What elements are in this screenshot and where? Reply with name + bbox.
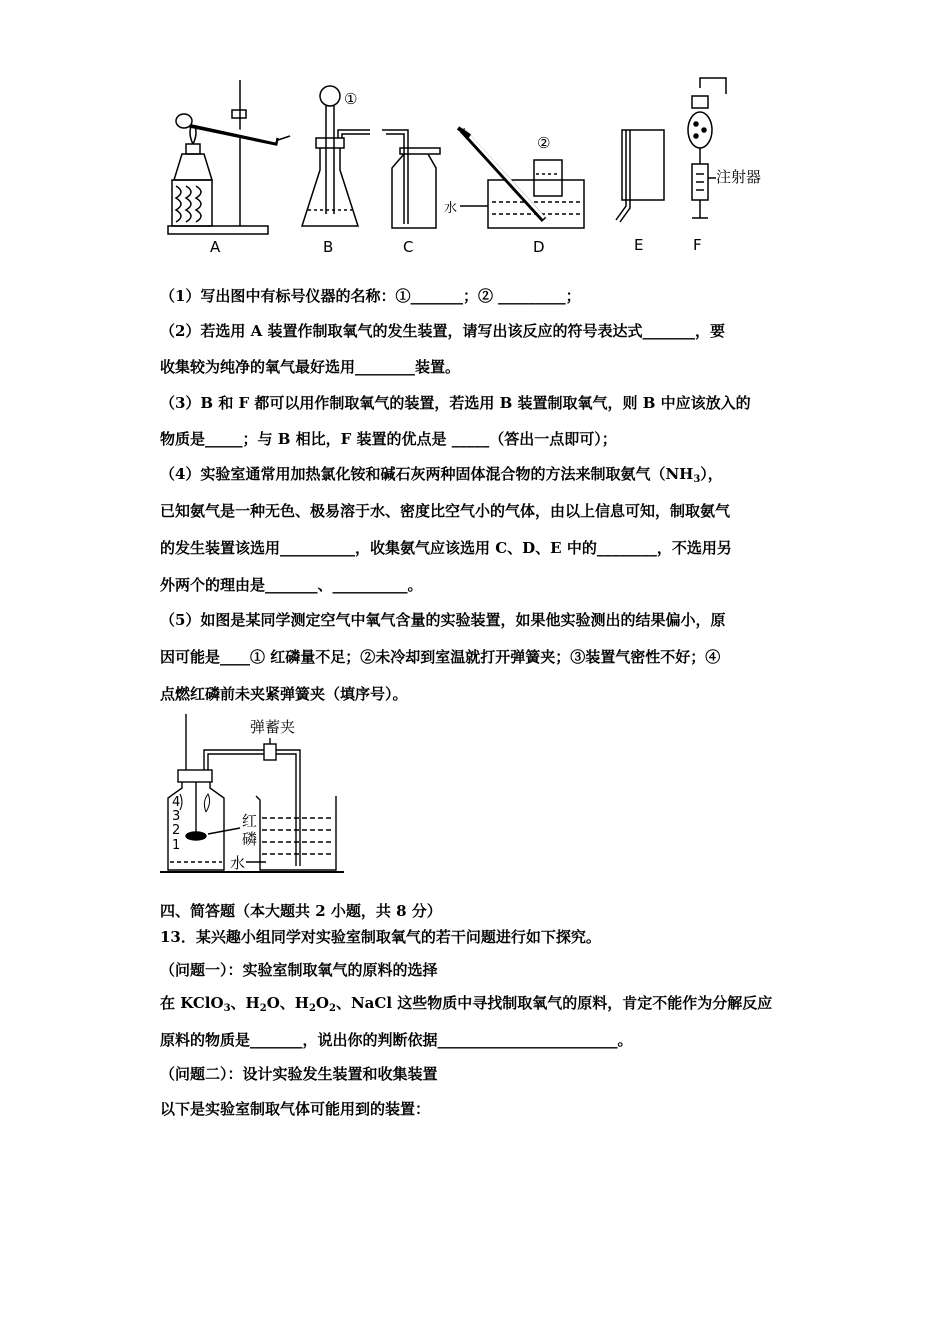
apparatus-figure — [160, 74, 780, 264]
water-label-2: 水 — [230, 854, 246, 872]
scale-4: 4 — [172, 795, 181, 810]
issue-1-heading: （问题一）：实验室制取氧气的原料的选择 — [160, 961, 438, 979]
question-3-line-2: 物质是_____；与 B 相比，F 装置的优点是 _____（答出一点即可）； — [160, 430, 617, 448]
p1-c: O、H — [266, 994, 309, 1012]
p1-e: 、NaCl 这些物质中寻找制取氧气的原料，肯定不能作为分解反应 — [335, 994, 773, 1012]
p1-d-sub: 2 — [328, 1003, 336, 1014]
question-4-line-3: 的发生装置该选用__________，收集氨气应该选用 C、D、E 中的________，不选用另 — [160, 539, 732, 557]
p1-a-sub: 3 — [223, 1003, 231, 1014]
question-4-line-2: 已知氨气是一种无色、极易溶于水、密度比空气小的气体，由以上信息可知，制取氨气 — [160, 502, 731, 520]
phosphorus-label: 磷 — [242, 830, 258, 848]
section-4-heading: 四、简答题（本大题共 2 小题，共 8 分） — [160, 902, 442, 920]
water-label-d: 水 — [444, 201, 458, 216]
question-4-line-1 — [160, 464, 800, 484]
issue-2-paragraph: 以下是实验室制取气体可能用到的装置： — [160, 1100, 431, 1118]
marker-1: ① — [344, 90, 358, 108]
q4-text-post: ）， — [700, 465, 723, 483]
question-4-line-4: 外两个的理由是_______、__________。 — [160, 576, 423, 594]
apparatus-b — [302, 86, 370, 226]
marker-2: ② — [537, 134, 551, 152]
apparatus-label-a: A — [210, 238, 221, 256]
p1-b: 、H — [230, 994, 260, 1012]
question-1: （1）写出图中有标号仪器的名称：①_______；② _________； — [160, 287, 581, 305]
apparatus-d — [458, 128, 584, 228]
question-5-line-1: （5）如图是某同学测定空气中氧气含量的实验装置，如果他实验测出的结果偏小，原 — [160, 611, 726, 629]
apparatus-label-f: F — [693, 236, 702, 254]
question-2-line-2: 收集较为纯净的氧气最好选用________装置。 — [160, 358, 461, 376]
p1-b-sub: 2 — [259, 1003, 267, 1014]
scale-2: 2 — [172, 823, 181, 838]
p1-a: 在 KClO — [160, 994, 224, 1012]
apparatus-c — [382, 130, 440, 228]
oxygen-content-figure — [160, 712, 360, 877]
issue-1-paragraph-line-1 — [160, 993, 800, 1013]
apparatus-label-c: C — [403, 238, 414, 256]
oxygen-content-svg — [160, 712, 360, 877]
question-3-line-1: （3）B 和 F 都可以用作制取氧气的装置，若选用 B 装置制取氧气，则 B 中应该放入的 — [160, 394, 751, 412]
clip-label: 弹蓄夹 — [250, 718, 296, 736]
p1-c-sub: 2 — [308, 1003, 316, 1014]
apparatus-label-e: E — [634, 236, 644, 254]
apparatus-label-b: B — [323, 238, 334, 256]
question-13: 13．某兴趣小组同学对实验室制取氧气的若干问题进行如下探究。 — [160, 928, 601, 946]
apparatus-a — [168, 80, 290, 234]
apparatus-svg — [160, 74, 780, 264]
q4-sub-3: 3 — [693, 474, 701, 485]
question-2-line-1: （2）若选用 A 装置作制取氧气的发生装置，请写出该反应的符号表达式_______，要 — [160, 322, 726, 340]
p1-d: O — [315, 994, 329, 1012]
issue-2-heading: （问题二）：设计实验发生装置和收集装置 — [160, 1065, 438, 1083]
q4-text-pre: （4）实验室通常用加热氯化铵和碱石灰两种固体混合物的方法来制取氨气（NH — [160, 465, 694, 483]
apparatus-label-d: D — [533, 238, 545, 256]
question-5-line-3: 点燃红磷前未夹紧弹簧夹（填序号）。 — [160, 685, 408, 703]
scale-1: 1 — [172, 838, 181, 853]
scale-3: 3 — [172, 809, 181, 824]
apparatus-f — [688, 78, 726, 218]
apparatus-e — [616, 130, 664, 222]
red-label: 红 — [242, 812, 258, 830]
syringe-label: 注射器 — [716, 168, 762, 186]
question-5-line-2: 因可能是____① 红磷量不足；②未冷却到室温就打开弹簧夹；③装置气密性不好；④ — [160, 648, 721, 666]
issue-1-paragraph-line-2: 原料的物质是_______，说出你的判断依据________________________。 — [160, 1031, 633, 1049]
